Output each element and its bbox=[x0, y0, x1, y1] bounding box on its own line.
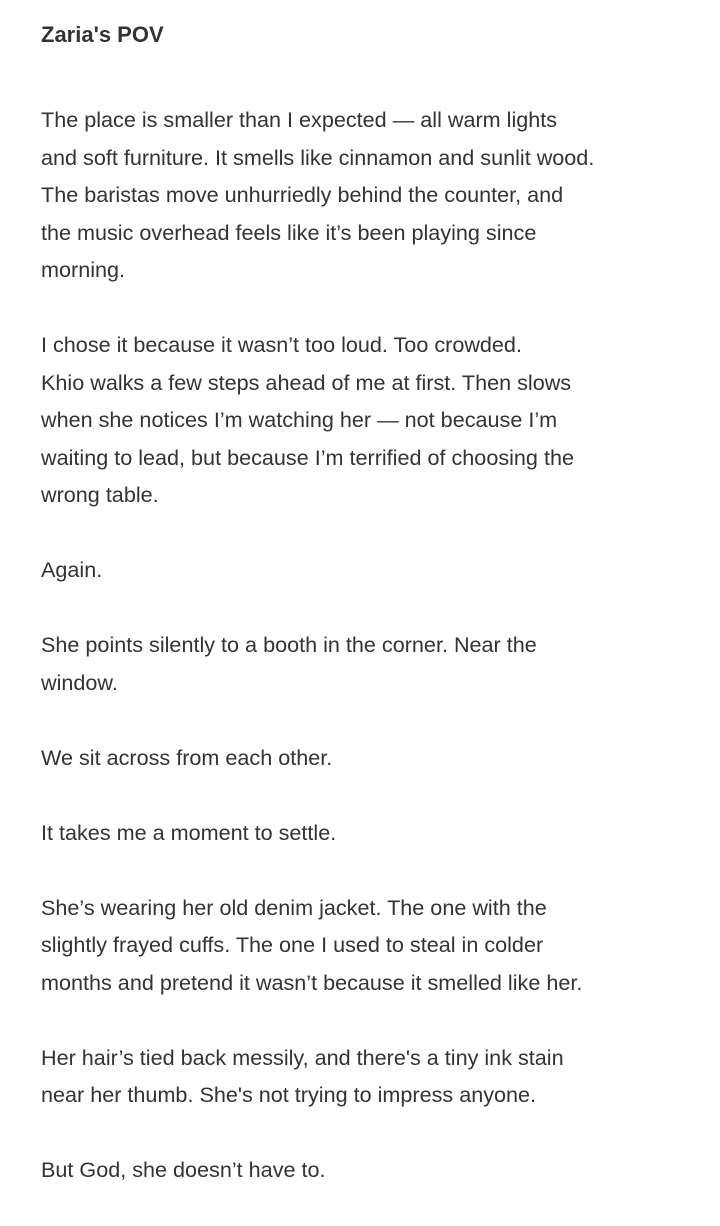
paragraph-line: the music overhead feels like it’s been playing since bbox=[41, 219, 537, 245]
paragraph-line: months and pretend it wasn’t because it smelled like her. bbox=[41, 969, 583, 995]
paragraph-line: We sit across from each other. bbox=[41, 744, 333, 770]
paragraph-line: waiting to lead, but because I’m terrified of choosing the bbox=[41, 444, 574, 470]
story-paragraph bbox=[41, 889, 706, 1002]
story-paragraph bbox=[41, 1151, 706, 1189]
paragraph-line: morning. bbox=[41, 257, 126, 282]
story-paragraph bbox=[41, 814, 706, 852]
story-content bbox=[41, 18, 706, 1226]
paragraph-line: window. bbox=[41, 669, 118, 695]
chapter-heading: Zaria's POV bbox=[41, 22, 164, 47]
story-paragraph bbox=[41, 101, 706, 289]
paragraph-line: The place is smaller than I expected — all warm lights bbox=[41, 107, 558, 132]
paragraph-line: I chose it because it wasn’t too loud. Too crowded. bbox=[41, 332, 522, 357]
paragraph-line: Again. bbox=[41, 557, 103, 582]
paragraph-line: wrong table. bbox=[41, 482, 159, 507]
story-paragraph bbox=[41, 626, 706, 701]
paragraph-line: The baristas move unhurriedly behind the counter, and bbox=[41, 182, 564, 207]
paragraph-line: It takes me a moment to settle. bbox=[41, 819, 337, 845]
story-paragraph bbox=[41, 1039, 706, 1114]
paragraph-line: and soft furniture. It smells like cinnamon and sunlit wood. bbox=[41, 144, 595, 170]
story-paragraph bbox=[41, 739, 706, 777]
story-body bbox=[41, 101, 706, 1189]
paragraph-line: She’s wearing her old denim jacket. The one with the bbox=[41, 894, 547, 920]
paragraph-line: She points silently to a booth in the corner. Near the bbox=[41, 632, 537, 657]
story-paragraph bbox=[41, 326, 706, 514]
paragraph-line: Khio walks a few steps ahead of me at first. Then slows bbox=[41, 369, 572, 395]
paragraph-line: slightly frayed cuffs. The one I used to steal in colder bbox=[41, 932, 544, 957]
paragraph-line: But God, she doesn’t have to. bbox=[41, 1157, 326, 1182]
story-paragraph bbox=[41, 551, 706, 589]
paragraph-line: when she notices I’m watching her — not because I’m bbox=[41, 407, 558, 432]
paragraph-line: near her thumb. She's not trying to impress anyone. bbox=[41, 1082, 537, 1107]
paragraph-line: Her hair’s tied back messily, and there's a tiny ink stain bbox=[41, 1044, 564, 1070]
